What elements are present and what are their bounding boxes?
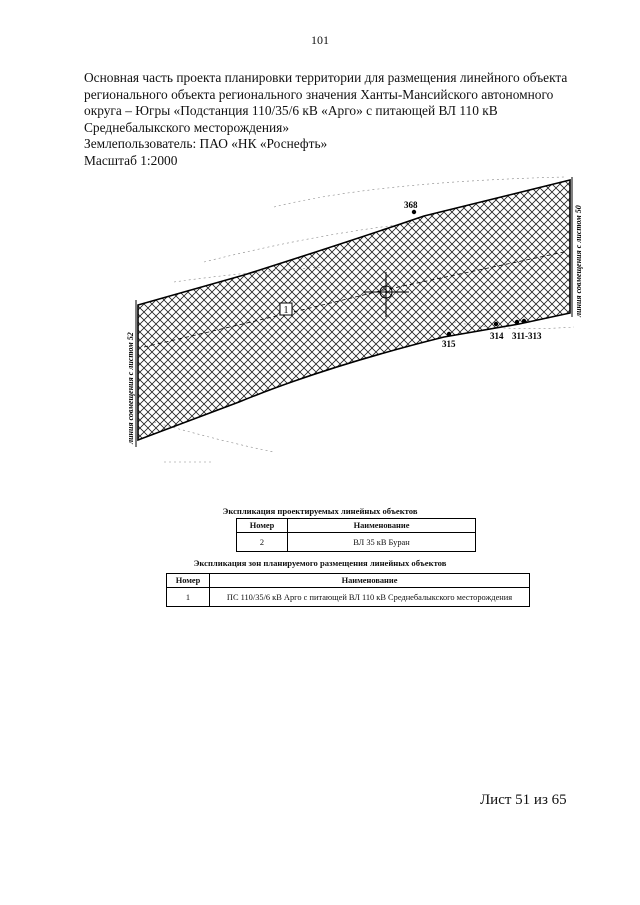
column-header: Номер <box>237 519 288 533</box>
point-label-368: 368 <box>404 200 418 210</box>
header-line: округа – Югры «Подстанция 110/35/6 кВ «Арго» с питающей ВЛ 110 кВ <box>84 103 498 118</box>
page-number: 101 <box>311 33 329 47</box>
header-line: регионального объекта регионального значения Ханты-Мансийского автономного <box>84 86 554 102</box>
header-line: Основная часть проекта планировки территории для размещения линейного объекта <box>84 70 568 85</box>
point-label-315: 315 <box>442 339 456 349</box>
table-cell: 1 <box>167 588 210 607</box>
table-header-row <box>237 519 476 533</box>
left-match-label: линия совмещения с листом 52 <box>126 332 135 444</box>
linear-objects-title: Экспликация проектируемых линейных объектов <box>222 506 418 516</box>
table-row <box>237 533 476 552</box>
planning-map <box>124 172 584 472</box>
right-match-label: линия совмещения с листом 50 <box>574 205 583 317</box>
document-header <box>84 70 574 169</box>
table-header-row <box>167 574 530 588</box>
land-user-line: Землепользователь: ПАО «НК «Роснефть» <box>84 136 328 151</box>
column-header: Номер <box>167 574 210 588</box>
point-label-314: 314 <box>490 331 504 341</box>
table-cell: ПС 110/35/6 кВ Арго с питающей ВЛ 110 кВ Среднебалыкского месторождения <box>210 588 530 607</box>
header-line: Среднебалыкского месторождения» <box>84 119 290 135</box>
zones-title: Экспликация зон планируемого размещения линейных объектов <box>193 558 447 568</box>
column-header: Наименование <box>288 519 476 533</box>
zone-polygon <box>138 180 570 440</box>
point-label-311-313: 311-313 <box>512 331 542 341</box>
zone-number: 1 <box>283 305 289 316</box>
table-cell: ВЛ 35 кВ Буран <box>288 533 476 552</box>
scale-line: Масштаб 1:2000 <box>84 152 178 168</box>
zones-table <box>166 573 530 607</box>
sheet-number: Лист 51 из 65 <box>480 792 567 808</box>
linear-objects-table <box>236 518 476 552</box>
column-header: Наименование <box>210 574 530 588</box>
table-row <box>167 588 530 607</box>
table-cell: 2 <box>237 533 288 552</box>
